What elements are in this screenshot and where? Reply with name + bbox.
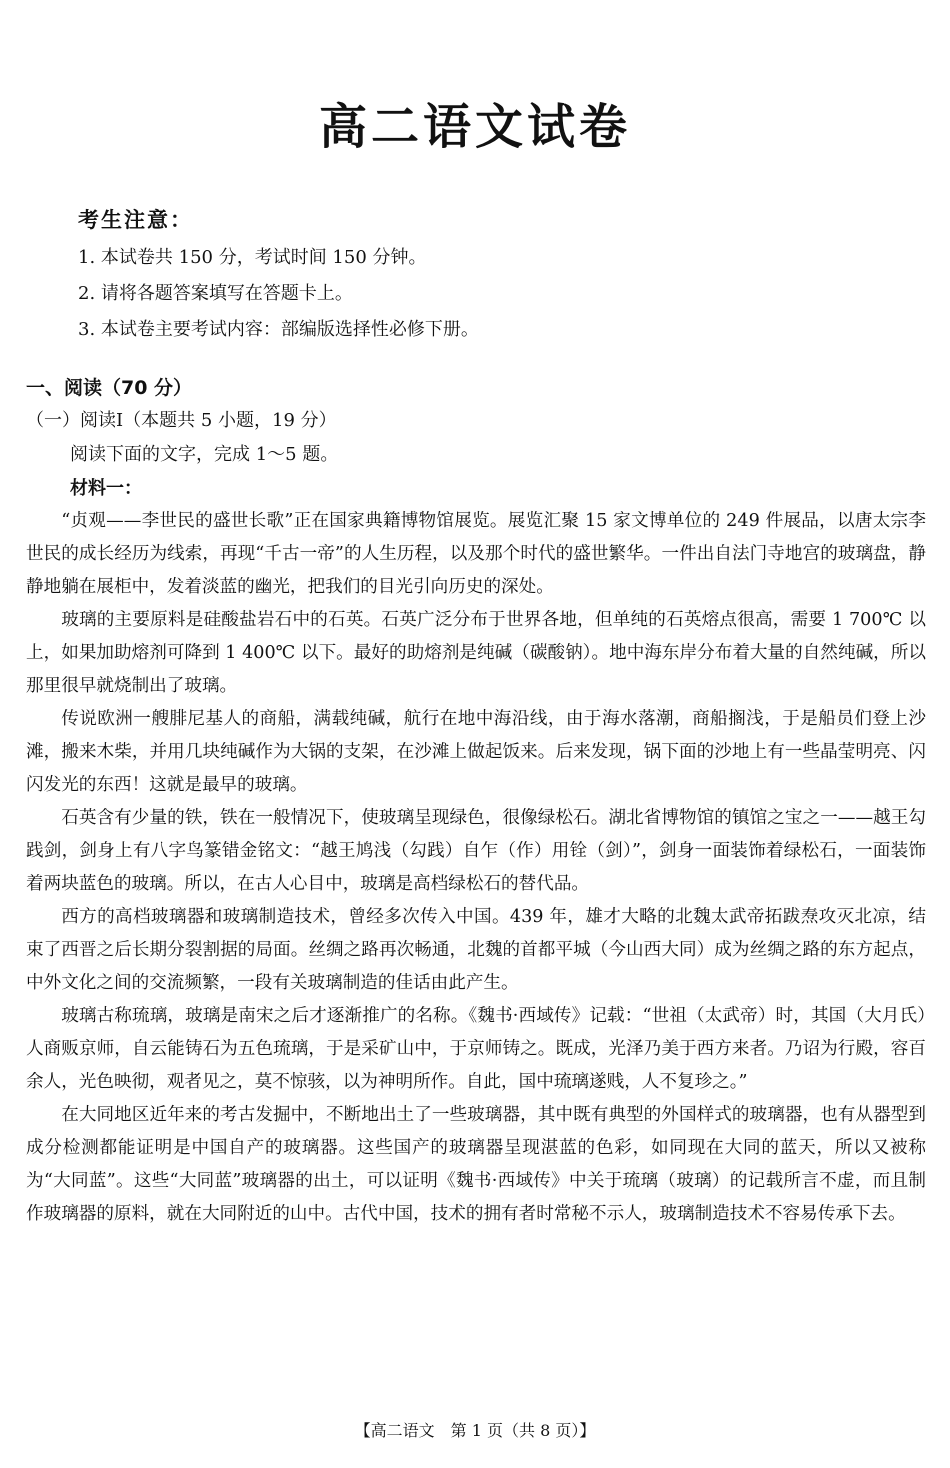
reading-passage: [26, 505, 926, 1231]
notice-list: [78, 240, 479, 348]
section-heading: 一、阅读（70 分）: [26, 377, 193, 399]
passage-paragraph: 在大同地区近年来的考古发掘中，不断地出土了一些玻璃器，其中既有典型的外国样式的玻璃器，也有从器型到成分检测都能证明是中国自产的玻璃器。这些国产的玻璃器呈现湛蓝的色彩，如同现在大同的蓝天，所以又被称为“大同蓝”。这些“大同蓝”玻璃器的出土，可以证明《魏书·西域传》中关于琉璃（玻璃）的记载所言不虚，而且制作玻璃器的原料，就在大同附近的山中。古代中国，技术的拥有者时常秘不示人，玻璃制造技术不容易传承下去。: [26, 1105, 926, 1224]
passage-paragraph: 石英含有少量的铁，铁在一般情况下，使玻璃呈现绿色，很像绿松石。湖北省博物馆的镇馆之宝之一——越王勾践剑，剑身上有八字鸟篆错金铭文：“越王鸠浅（勾践）自乍（作）用铨（剑）”，剑身一面装饰着绿松石，一面装饰着两块蓝色的玻璃。所以，在古人心目中，玻璃是高档绿松石的替代品。: [26, 808, 926, 894]
notice-item: 3. 本试卷主要考试内容：部编版选择性必修下册。: [78, 319, 479, 340]
passage-paragraph: 玻璃古称琉璃，玻璃是南宋之后才逐渐推广的名称。《魏书·西域传》记载：“世祖（太武帝）时，其国（大月氏）人商贩京师，自云能铸石为五色琉璃，于是采矿山中，于京师铸之。既成，光泽乃美于西方来者。乃诏为行殿，容百余人，光色映彻，观者见之，莫不惊骇，以为神明所作。自此，国中琉璃遂贱，人不复珍之。”: [26, 1006, 926, 1092]
passage-paragraph: 玻璃的主要原料是硅酸盐岩石中的石英。石英广泛分布于世界各地，但单纯的石英熔点很高，需要 1 700℃ 以上，如果加助熔剂可降到 1 400℃ 以下。最好的助熔剂是纯碱（碳酸钠）。地中海东岸分布着大量的自然纯碱，所以那里很早就烧制出了玻璃。: [26, 610, 926, 696]
reading-instruction: 阅读下面的文字，完成 1～5 题。: [70, 444, 339, 465]
material-heading: 材料一：: [70, 478, 142, 499]
passage-paragraph: “贞观——李世民的盛世长歌”正在国家典籍博物馆展览。展览汇聚 15 家文博单位的 249 件展品，以唐太宗李世民的成长经历为线索，再现“千古一帝”的人生历程，以及那个时代的盛世繁华。一件出自法门寺地宫的玻璃盘，静静地躺在展柜中，发着淡蓝的幽光，把我们的目光引向历史的深处。: [26, 511, 926, 597]
page-footer: 【高二语文 第 1 页（共 8 页）】: [354, 1421, 596, 1440]
passage-paragraph: 传说欧洲一艘腓尼基人的商船，满载纯碱，航行在地中海沿线，由于海水落潮，商船搁浅，于是船员们登上沙滩，搬来木柴，并用几块纯碱作为大锅的支架，在沙滩上做起饭来。后来发现，锅下面的沙地上有一些晶莹明亮、闪闪发光的东西！这就是最早的玻璃。: [26, 709, 926, 795]
passage-paragraph: 西方的高档玻璃器和玻璃制造技术，曾经多次传入中国。439 年，雄才大略的北魏太武帝拓跋焘攻灭北凉，结束了西晋之后长期分裂割据的局面。丝绸之路再次畅通，北魏的首都平城（今山西大同）成为丝绸之路的东方起点，中外文化之间的交流频繁，一段有关玻璃制造的佳话由此产生。: [26, 907, 926, 993]
notice-item: 2. 请将各题答案填写在答题卡上。: [78, 283, 353, 304]
notice-item: 1. 本试卷共 150 分，考试时间 150 分钟。: [78, 247, 427, 268]
sub-section-heading: （一）阅读Ⅰ（本题共 5 小题，19 分）: [26, 410, 337, 431]
notice-heading: 考生注意：: [78, 208, 193, 232]
page-title: 高二语文试卷: [318, 99, 631, 155]
